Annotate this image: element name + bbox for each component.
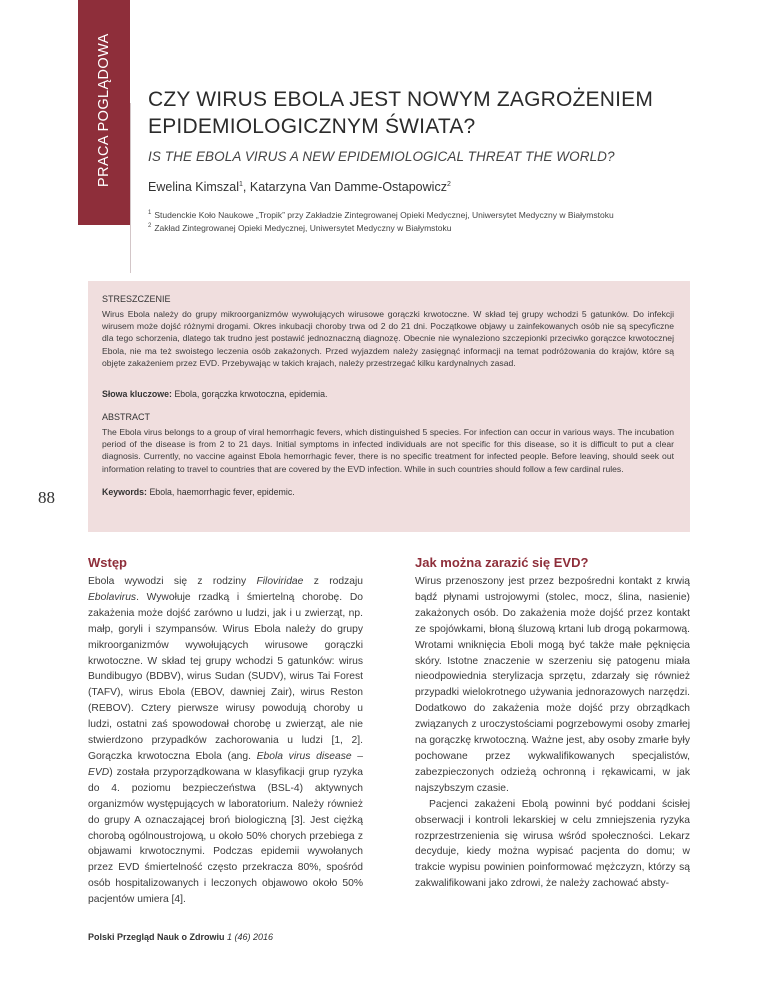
- keywords-en-text: Ebola, haemorrhagic fever, epidemic.: [149, 487, 295, 497]
- article-title: CZY WIRUS EBOLA JEST NOWYM ZAGROŻENIEM EPIDEMIOLOGICZNYM ŚWIATA?: [148, 88, 654, 138]
- transmission-paragraph-1: Wirus przenoszony jest przez bezpośredni kontakt z krwią bądź płynami ustrojowymi (stolec, mocz, ślina, nasienie) zakażonych osób. Do zakażenia może dojść przez kontakt ze spojówkami, błoną śluzową krtani lub drogą pokarmową. Wrotami wniknięcia Eboli mogą być także małe pęknięcia skóry. Istotne znaczenie w szerzeniu się patogenu miała nieodpowiednia sterylizacja sprzętu, zdarzały się również przypadki wielokrotnego używania jednorazowych narzędzi. Dodatkowo do zakażenia może dojść przy obrządkach związanych z uroczystościami pogrzebowymi osoby zmarłej na gorączkę krwotoczną. Ważne jest, aby osoby zmarłe były pochowane przez wykwalifikowanych specjalistów, zabezpieczonych odzieżą ochronną i rękawicami, w jak najszybszym czasie.: [415, 576, 690, 794]
- right-column: [415, 555, 690, 892]
- abstract-box: [88, 281, 690, 532]
- author-1: Ewelina Kimszal: [148, 180, 240, 194]
- article-subtitle: IS THE EBOLA VIRUS A NEW EPIDEMIOLOGICAL THREAT THE WORLD?: [148, 149, 615, 164]
- keywords-en-label: Keywords:: [102, 487, 147, 497]
- keywords-pl: [102, 389, 327, 399]
- intro-family-name: Filoviridae: [256, 576, 304, 587]
- section-heading-intro: Wstęp: [88, 555, 127, 570]
- affiliation-1-text: Studenckie Koło Naukowe „Tropik” przy Zakładzie Zintegrowanej Opieki Medycznej, Uniwersytet Medyczny w Białymstoku: [154, 210, 614, 220]
- author-2-sup: 2: [446, 180, 451, 188]
- affiliation-1-num: 1: [148, 210, 152, 217]
- keywords-pl-label: Słowa kluczowe:: [102, 389, 172, 399]
- affiliation-2: [148, 223, 451, 233]
- journal-issue: 1 (46) 2016: [224, 932, 274, 942]
- intro-text-a: Ebola wywodzi się z rodziny: [88, 576, 257, 587]
- abstract-pl-text: Wirus Ebola należy do grupy mikroorganizmów wywołujących wirusowe gorączki krwotoczne. W skład tej grupy wchodzi 5 gatunków. Do infekcji wirusem może dojść różnymi drogami. Okres inkubacji choroby trwa od 2 do 21 dni. Początkowe objawy u zainfekowanych osób nie są specyficzne dla tego schorzenia, dlatego tak trudno jest postawić jednoznaczną diagnozę. Obecnie nie wynaleziono szczepionki przeciwko gorączce krwotocznej Ebola, nie ma też swoistego leczenia osób zakażonych. Przed wyjazdem należy zasięgnąć informacji na temat podróżowania do krajów, które są objęte zakażeniem przez EVD. Przebywając w takich krajach, należy przestrzegać kilku kardynalnych zasad.: [102, 309, 674, 368]
- section-heading-transmission: Jak można zarazić się EVD?: [415, 555, 589, 570]
- journal-name: Polski Przegląd Nauk o Zdrowiu: [88, 932, 225, 942]
- article-type-tab: [78, 0, 130, 225]
- keywords-en: [102, 487, 295, 497]
- abstract-en-heading: ABSTRACT: [102, 412, 151, 422]
- page-number: 88: [38, 488, 55, 507]
- abstract-en-text: The Ebola virus belongs to a group of viral hemorrhagic fevers, which distinguished 5 species. For infection can occur in various ways. The incubation period of the disease is from 2 to 21 days. Initial symptoms in infected individuals are not specific for this disease, so it is difficult to put a clear diagnosis. Currently, no vaccine against Ebola hemorrhagic fever, there is no specific treatment for infected people. Before leaving, should seek out information relating to travel to countries that are covered by the EVD infection. While in such countries should follow a few cardinal rules.: [102, 427, 674, 474]
- authors: Ewelina Kimszal$^1$, Katarzyna Van Damme-Ostapowicz$^2$: [148, 180, 451, 194]
- left-column: [88, 555, 363, 908]
- journal-footer: [88, 932, 273, 942]
- affiliation-2-num: 2: [148, 223, 152, 230]
- transmission-paragraph-2: Pacjenci zakażeni Ebolą powinni być poddani ścisłej obserwacji i kontroli lekarskiej w celu zmniejszenia ryzyka rozprzestrzenienia się wirusa wśród społeczności. Lekarz decyduje, kiedy można wypisać pacjenta do domu; w trakcie wypisu powinien poinformować mężczyzn, którzy są zakwalifikowani jako zdrowi, że należy zachować absty-: [415, 798, 690, 890]
- affiliation-2-text: Zakład Zintegrowanej Opieki Medycznej, Uniwersytet Medyczny w Białymstoku: [154, 223, 452, 233]
- intro-evd-term: Ebola virus disease – EVD: [88, 750, 363, 778]
- keywords-pl-text: Ebola, gorączka krwotoczna, epidemia.: [174, 389, 328, 399]
- abstract-pl-heading: STRESZCZENIE: [102, 294, 171, 304]
- intro-paragraph: [88, 574, 363, 908]
- author-2: Katarzyna Van Damme-Ostapowicz: [249, 180, 447, 194]
- intro-text-g: ) została przyporządkowana w klasyfikacji grup ryzyka do 4. poziomu bezpieczeństwa (BSL-4) aktywnych organizmów występujących w laboratorium. Należy również do grupy A oznaczającej broń biologiczną [3]. Jest ciężką chorobą ogólnoustrojową, u około 50% chorych przebiega z objawami krwotocznymi. Podczas epidemii wywołanych przez EVD śmiertelność często przekracza 80%, spośród osób hospitalizowanych i leczonych objawowo około 50% pacjentów umiera [4].: [88, 766, 363, 906]
- header-divider: [130, 103, 131, 273]
- intro-text-c: z rodzaju: [303, 576, 363, 587]
- article-type-label: PRACA POGLĄDOWA: [96, 33, 112, 187]
- author-1-sup: 1: [239, 180, 243, 188]
- intro-genus-name: Ebolavirus: [88, 591, 137, 603]
- intro-text-e: . Wywołuje rzadką i śmiertelną chorobę. Do zakażenia może dojść zarówno u ludzi, jak i u zwierząt, np. małp, goryli i szympansów. Wirus Ebola należy do grupy mikroorganizmów wywołujących wirusowe gorączki krwotoczne. W skład tej grupy wchodzi 5 gatunków: wirus Bundibugyo (BDBV), wirus Sudan (SUDV), wirus Tai Forest (TAFV), wirus Ebola (EBOV, dawniej Zair), wirus Reston (REBOV). Cztery pierwsze wirusy powodują choroby u ludzi, ostatni zaś spowodował chorobę u zwierząt, ale nie stwierdzono przypadków zachorowania u ludzi [1, 2]. Gorączka krwotoczna Ebola (ang.: [88, 591, 363, 762]
- affiliation-1: [148, 210, 614, 220]
